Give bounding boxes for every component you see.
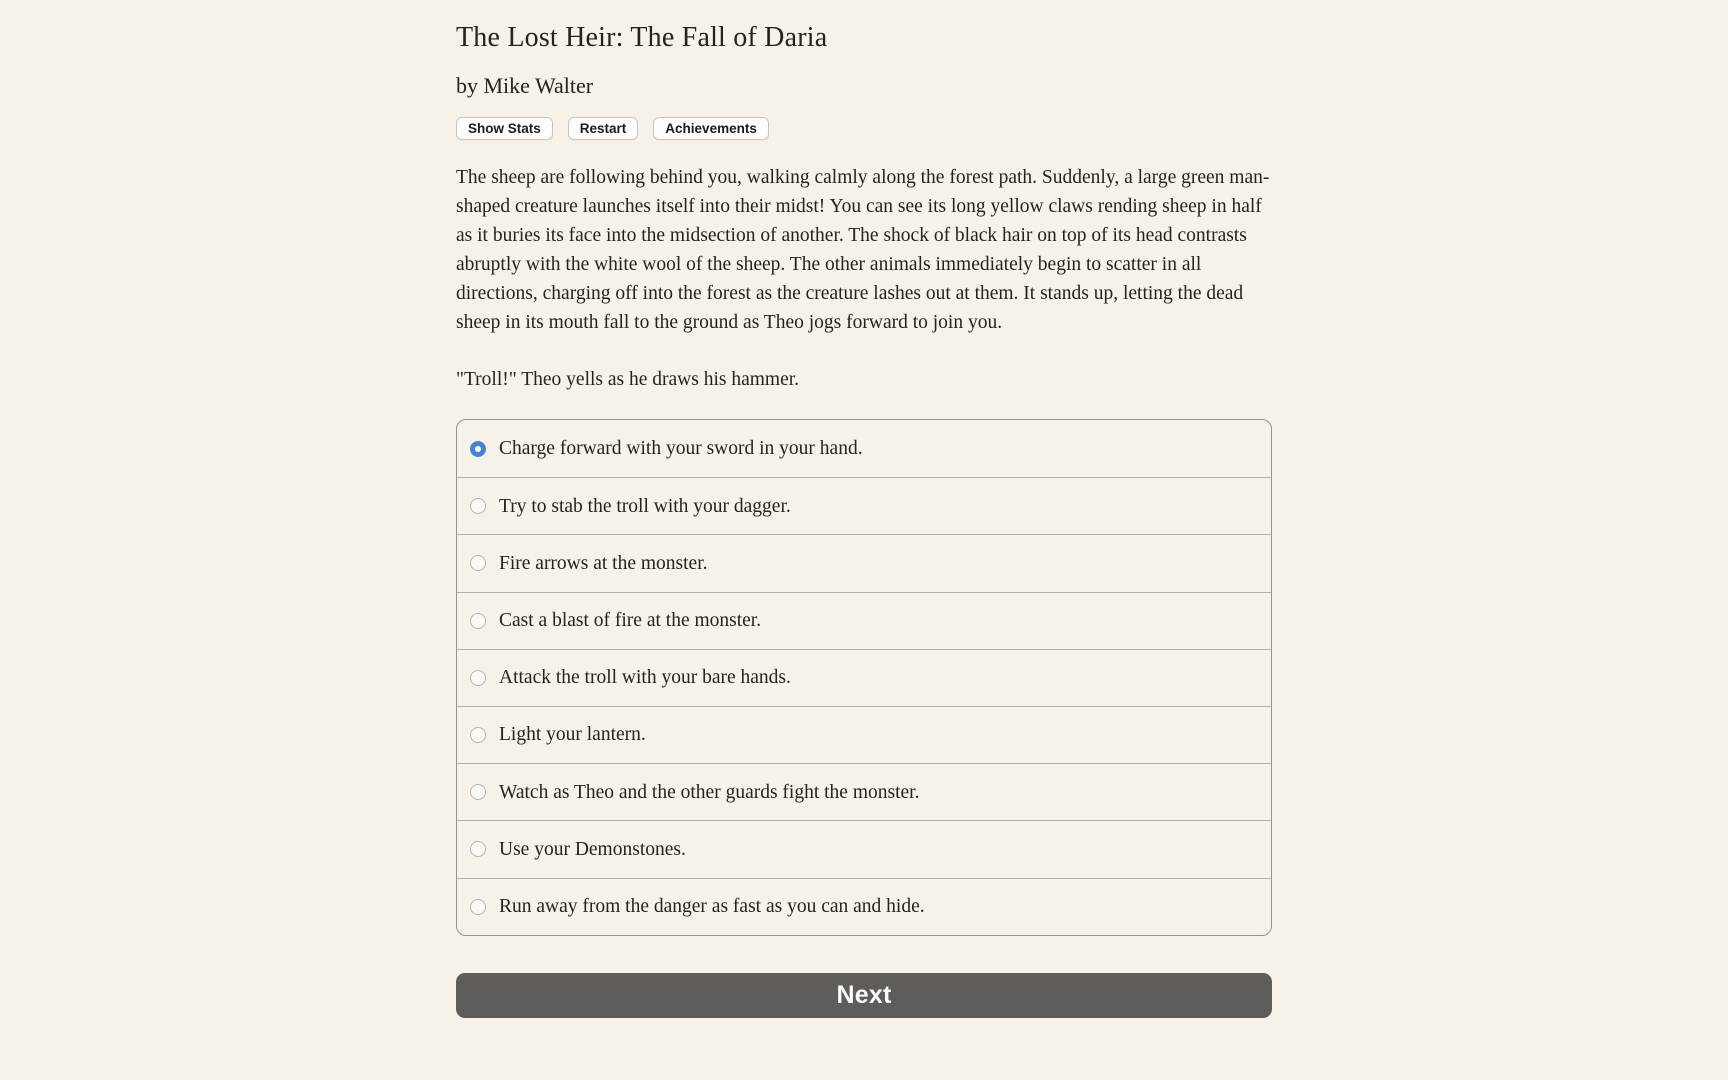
radio-button-icon[interactable] [470,555,486,571]
show-stats-button[interactable]: Show Stats [456,117,553,140]
restart-button[interactable]: Restart [568,117,639,140]
choice-label[interactable]: Charge forward with your sword in your hand. [499,437,863,459]
choice-row-5[interactable] [457,706,1271,763]
choice-row-7[interactable] [457,820,1271,877]
choice-label[interactable]: Cast a blast of fire at the monster. [499,609,762,631]
choice-row-8[interactable] [457,878,1271,935]
choice-label[interactable]: Try to stab the troll with your dagger. [499,495,791,517]
radio-button-icon[interactable] [470,727,486,743]
choice-row-4[interactable] [457,649,1271,706]
choice-list [456,419,1272,936]
choice-row-6[interactable] [457,763,1271,820]
radio-button-icon[interactable] [470,613,486,629]
page-title: The Lost Heir: The Fall of Daria [456,22,828,53]
choice-label[interactable]: Light your lantern. [499,724,646,746]
story-paragraph: The sheep are following behind you, walking calmly along the forest path. Suddenly, a large green man-shaped creature launches itself into their midst! You can see its long yellow claws rending sheep in half as it buries its face into the midsection of another. The shock of black hair on top of its head contrasts abruptly with the white wool of the sheep. The other animals immediately begin to scatter in all directions, charging off into the forest as the creature lashes out at them. It stands up, letting the dead sheep in its mouth fall to the ground as Theo jogs forward to join you. [456,167,1270,333]
radio-button-icon[interactable] [470,841,486,857]
choice-row-1[interactable] [457,477,1271,534]
choice-row-2[interactable] [457,534,1271,591]
radio-button-icon[interactable] [470,899,486,915]
choice-label[interactable]: Watch as Theo and the other guards fight the monster. [499,781,920,803]
choice-row-3[interactable] [457,592,1271,649]
game-page [456,0,1272,1018]
choice-label[interactable]: Use your Demonstones. [499,838,686,860]
toolbar [456,117,1272,140]
choice-label[interactable]: Run away from the danger as fast as you can and hide. [499,895,925,917]
radio-button-icon[interactable] [470,784,486,800]
story-paragraph: "Troll!" Theo yells as he draws his hammer. [456,369,800,390]
choice-label[interactable]: Fire arrows at the monster. [499,552,708,574]
radio-button-icon[interactable] [470,441,486,457]
radio-button-icon[interactable] [470,670,486,686]
achievements-button[interactable]: Achievements [653,117,769,140]
next-button[interactable]: Next [456,973,1272,1018]
radio-button-icon[interactable] [470,498,486,514]
choice-label[interactable]: Attack the troll with your bare hands. [499,667,791,689]
choice-row-0[interactable] [457,420,1271,477]
author-byline: by Mike Walter [456,73,594,98]
